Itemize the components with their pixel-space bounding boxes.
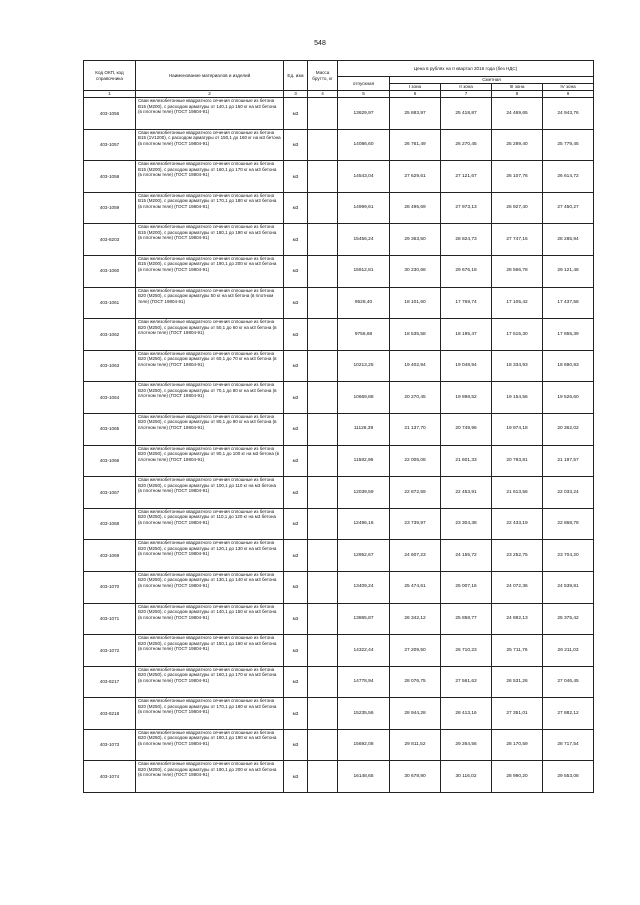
table-row [84,319,594,351]
row-unit: м3 [284,255,308,287]
row-zone-2-price: 22 453,91 [441,477,492,509]
table-row [84,382,594,414]
row-unit: м3 [284,192,308,224]
table-row [84,635,594,667]
row-zone-2-price: 18 195,47 [441,319,492,351]
row-zone-3-price: 25 289,40 [492,129,543,161]
table-row [84,603,594,635]
row-mass [308,666,338,698]
row-name: Сваи железобетонные квадратного сечения сплошные из бетона В20 (М250), с расходом арматуры 50 кг на м3 бетона (в плотном теле) (ГОСТ 19804-91) [136,287,284,319]
row-zone-3-price: 26 107,76 [492,161,543,193]
row-unit: м3 [284,382,308,414]
table-row [84,761,594,793]
row-unit: м3 [284,477,308,509]
row-zone-1-price: 28 495,69 [390,192,441,224]
row-zone-3-price: 17 515,30 [492,319,543,351]
row-name: Сваи железобетонные квадратного сечения сплошные из бетона В20 (М250), с расходом арматуры от 160,1 до 170 кг на м3 бетона (в плотном теле) (ГОСТ 19804-91) [136,666,284,698]
row-zone-1-price: 29 811,52 [390,729,441,761]
row-zone-2-price: 19 048,94 [441,350,492,382]
row-zone-2-price: 28 824,73 [441,224,492,256]
row-zone-2-price: 25 858,77 [441,603,492,635]
row-mass [308,413,338,445]
row-zone-2-price: 27 121,67 [441,161,492,193]
row-mass [308,382,338,414]
row-mass [308,477,338,509]
row-zone-4-price: 21 197,57 [543,445,594,477]
row-name: Сваи железобетонные квадратного сечения сплошные из бетона В15 (1V1200), с расходом арматуры от 150,1 до 160 кг на м3 бетона (в плотном теле) (ГОСТ 19804-91) [136,129,284,161]
row-zone-3-price: 21 613,56 [492,477,543,509]
row-zone-2-price: 27 561,63 [441,666,492,698]
column-number: 2 [136,91,284,98]
row-code: 403-1072 [84,635,136,667]
row-zone-2-price: 17 769,74 [441,287,492,319]
row-mass [308,508,338,540]
row-zone-3-price: 24 892,13 [492,603,543,635]
row-unit: м3 [284,603,308,635]
row-zone-1-price: 28 076,75 [390,666,441,698]
row-release-price: 16148,65 [338,761,390,793]
row-code: 403-1061 [84,287,136,319]
row-name: Сваи железобетонные квадратного сечения сплошные из бетона В20 (М250), с расходом арматуры от 170,1 до 180 кг на м3 бетона (в плотном теле) (ГОСТ 19804-91) [136,698,284,730]
row-release-price: 15692,08 [338,729,390,761]
row-code: 403-8203 [84,224,136,256]
row-code: 403-1066 [84,445,136,477]
table-row [84,192,594,224]
row-unit: м3 [284,129,308,161]
row-zone-3-price: 24 072,36 [492,571,543,603]
row-zone-1-price: 28 944,28 [390,698,441,730]
table-row [84,255,594,287]
row-mass [308,761,338,793]
row-zone-2-price: 26 710,23 [441,635,492,667]
header-zone-3: III зона [492,84,543,91]
row-zone-4-price: 20 362,02 [543,413,594,445]
column-number: 1 [84,91,136,98]
header-unit: Ед. изм [284,61,308,91]
row-zone-4-price: 24 539,81 [543,571,594,603]
row-code: 403-1063 [84,350,136,382]
row-zone-1-price: 18 101,60 [390,287,441,319]
row-mass [308,635,338,667]
row-code: 403-1071 [84,603,136,635]
row-code: 403-1065 [84,413,136,445]
row-release-price: 11582,96 [338,445,390,477]
row-unit: м3 [284,666,308,698]
row-mass [308,350,338,382]
row-name: Сваи железобетонные квадратного сечения сплошные из бетона В20 (М250), с расходом арматуры от 80,1 до 90 кг на м3 бетона (в плотном теле) (ГОСТ 19804-91) [136,413,284,445]
row-release-price: 13409,24 [338,571,390,603]
row-zone-4-price: 27 046,45 [543,666,594,698]
header-name: Наименование материалов и изделий [136,61,284,91]
row-unit: м3 [284,319,308,351]
row-release-price: 12496,16 [338,508,390,540]
row-zone-4-price: 29 553,08 [543,761,594,793]
row-zone-4-price: 25 779,45 [543,129,594,161]
row-mass [308,161,338,193]
row-zone-1-price: 26 761,49 [390,129,441,161]
row-zone-3-price: 25 711,76 [492,635,543,667]
row-zone-2-price: 24 155,72 [441,540,492,572]
row-code: 403-1067 [84,477,136,509]
row-mass [308,603,338,635]
row-release-price: 15456,24 [338,224,390,256]
row-name: Сваи железобетонные квадратного сечения сплошные из бетона В20 (М250), с расходом арматуры от 60,1 до 70 кг на м3 бетона (в плотном теле) (ГОСТ 19804-91) [136,350,284,382]
row-code: 403-1060 [84,255,136,287]
row-zone-4-price: 17 437,58 [543,287,594,319]
row-zone-4-price: 27 450,27 [543,192,594,224]
row-code: 403-1070 [84,571,136,603]
row-zone-2-price: 28 413,16 [441,698,492,730]
row-zone-3-price: 28 990,20 [492,761,543,793]
column-number: 3 [284,91,308,98]
row-zone-3-price: 20 793,81 [492,445,543,477]
row-zone-2-price: 21 601,33 [441,445,492,477]
row-code: 403-1068 [84,508,136,540]
row-unit: м3 [284,761,308,793]
row-zone-4-price: 24 943,76 [543,98,594,130]
row-zone-1-price: 22 872,59 [390,477,441,509]
row-zone-4-price: 22 033,24 [543,477,594,509]
row-release-price: 13629,97 [338,98,390,130]
row-zone-1-price: 27 629,61 [390,161,441,193]
row-zone-2-price: 29 676,18 [441,255,492,287]
row-zone-1-price: 25 883,97 [390,98,441,130]
column-number: 4 [308,91,338,98]
row-unit: м3 [284,698,308,730]
row-zone-1-price: 21 137,70 [390,413,441,445]
row-code: 403-1069 [84,540,136,572]
row-zone-4-price: 28 285,94 [543,224,594,256]
row-release-price: 12952,67 [338,540,390,572]
row-zone-2-price: 23 304,38 [441,508,492,540]
header-release: отпускная [338,77,390,91]
row-unit: м3 [284,224,308,256]
row-zone-3-price: 26 927,40 [492,192,543,224]
column-number: 6 [390,91,441,98]
row-code: 403-1064 [84,382,136,414]
row-unit: м3 [284,287,308,319]
row-zone-1-price: 26 342,12 [390,603,441,635]
row-name: Сваи железобетонные квадратного сечения сплошные из бетона В20 (М250), с расходом арматуры от 70,1 до 80 кг на м3 бетона (в плотном теле) (ГОСТ 19804-91) [136,382,284,414]
row-release-price: 15912,81 [338,255,390,287]
column-number: 5 [338,91,390,98]
row-code: 403-1059 [84,192,136,224]
row-code: 403-8218 [84,698,136,730]
row-zone-2-price: 19 898,52 [441,382,492,414]
table-row [84,98,594,130]
row-name: Сваи железобетонные квадратного сечения сплошные из бетона В20 (М250), с расходом арматуры от 120,1 до 130 кг на м3 бетона (в плотном теле) (ГОСТ 19804-91) [136,540,284,572]
row-zone-3-price: 27 747,16 [492,224,543,256]
row-unit: м3 [284,635,308,667]
row-unit: м3 [284,571,308,603]
row-release-price: 13865,87 [338,603,390,635]
row-zone-4-price: 19 526,60 [543,382,594,414]
row-zone-1-price: 24 607,23 [390,540,441,572]
row-release-price: 9756,68 [338,319,390,351]
row-zone-4-price: 26 614,72 [543,161,594,193]
row-release-price: 11126,39 [338,413,390,445]
row-name: Сваи железобетонные квадратного сечения сплошные из бетона В20 (М250), с расходом арматуры от 140,1 до 150 кг на м3 бетона (в плотном теле) (ГОСТ 19804-91) [136,603,284,635]
row-release-price: 14086,60 [338,129,390,161]
row-name: Сваи железобетонные квадратного сечения сплошные из бетона В15 (М200), с расходом арматуры от 170,1 до 180 кг на м3 бетона (в плотном теле) (ГОСТ 19804-91) [136,192,284,224]
table-row [84,729,594,761]
table-row [84,445,594,477]
column-number: 9 [543,91,594,98]
row-zone-2-price: 26 270,45 [441,129,492,161]
row-unit: м3 [284,729,308,761]
row-unit: м3 [284,413,308,445]
table-row [84,224,594,256]
row-zone-4-price: 29 121,48 [543,255,594,287]
row-zone-2-price: 29 264,56 [441,729,492,761]
row-mass [308,729,338,761]
row-zone-4-price: 22 868,78 [543,508,594,540]
row-name: Сваи железобетонные квадратного сечения сплошные из бетона В20 (М250), с расходом арматуры от 110,1 до 120 кг на м3 бетона (в плотном теле) (ГОСТ 19804-91) [136,508,284,540]
header-zone-1: I зона [390,84,441,91]
price-table [83,60,594,793]
header-code: Код ОКП, код справочника [84,61,136,91]
table-row [84,129,594,161]
column-number: 7 [441,91,492,98]
row-name: Сваи железобетонные квадратного сечения сплошные из бетона В20 (М250), с расходом арматуры от 190,1 до 200 кг на м3 бетона (в плотном теле) (ГОСТ 19804-91) [136,761,284,793]
row-zone-1-price: 20 270,45 [390,382,441,414]
row-unit: м3 [284,161,308,193]
row-unit: м3 [284,98,308,130]
row-zone-1-price: 27 209,50 [390,635,441,667]
row-code: 403-1056 [84,98,136,130]
row-name: Сваи железобетонные квадратного сечения сплошные из бетона В15 (М200), с расходом арматуры от 160,1 до 170 кг на м3 бетона (в плотном теле) (ГОСТ 19804-91) [136,161,284,193]
row-mass [308,319,338,351]
row-code: 403-1062 [84,319,136,351]
row-mass [308,540,338,572]
row-unit: м3 [284,350,308,382]
row-mass [308,224,338,256]
row-zone-4-price: 27 882,12 [543,698,594,730]
row-name: Сваи железобетонные квадратного сечения сплошные из бетона В15 (М200), с расходом арматуры от 190,1 до 200 кг на м3 бетона (в плотном теле) (ГОСТ 19804-91) [136,255,284,287]
row-release-price: 14322,44 [338,635,390,667]
row-name: Сваи железобетонные квадратного сечения сплошные из бетона В15 (М200), с расходом арматуры от 180,1 до 190 кг на м3 бетона (в плотном теле) (ГОСТ 19804-91) [136,224,284,256]
header-estimate: Сметная [390,77,594,84]
row-mass [308,287,338,319]
row-zone-3-price: 27 351,01 [492,698,543,730]
row-zone-3-price: 19 154,56 [492,382,543,414]
row-zone-2-price: 27 973,13 [441,192,492,224]
row-zone-3-price: 23 252,75 [492,540,543,572]
row-release-price: 9528,40 [338,287,390,319]
row-release-price: 14778,94 [338,666,390,698]
row-zone-2-price: 20 749,96 [441,413,492,445]
table-row [84,413,594,445]
row-zone-1-price: 29 363,50 [390,224,441,256]
row-zone-4-price: 28 717,54 [543,729,594,761]
table-row [84,698,594,730]
table-row [84,571,594,603]
row-name: Сваи железобетонные квадратного сечения сплошные из бетона В20 (М250), с расходом арматуры от 90,1 до 100 кг на м3 бетона (в плотном теле) (ГОСТ 19804-91) [136,445,284,477]
table-row [84,161,594,193]
row-unit: м3 [284,445,308,477]
row-name: Сваи железобетонные квадратного сечения сплошные из бетона В20 (М250), с расходом арматуры от 150,1 до 160 кг на м3 бетона (в плотном теле) (ГОСТ 19804-91) [136,635,284,667]
row-zone-2-price: 25 418,87 [441,98,492,130]
row-zone-3-price: 17 105,42 [492,287,543,319]
row-zone-1-price: 22 005,08 [390,445,441,477]
row-zone-1-price: 18 535,58 [390,319,441,351]
row-name: Сваи железобетонные квадратного сечения сплошные из бетона В20 (М250), с расходом арматуры от 100,1 до 110 кг на м3 бетона (в плотном теле) (ГОСТ 19804-91) [136,477,284,509]
row-zone-1-price: 23 739,97 [390,508,441,540]
table-row [84,477,594,509]
row-zone-2-price: 30 116,02 [441,761,492,793]
row-mass [308,98,338,130]
row-zone-1-price: 19 402,94 [390,350,441,382]
row-zone-4-price: 25 375,42 [543,603,594,635]
table-row [84,350,594,382]
row-zone-1-price: 30 230,68 [390,255,441,287]
page-number: 548 [314,40,326,47]
header-zone-4: IV зона [543,84,594,91]
row-zone-2-price: 25 007,16 [441,571,492,603]
table-row [84,540,594,572]
row-mass [308,698,338,730]
row-code: 403-1073 [84,729,136,761]
row-zone-3-price: 22 433,19 [492,508,543,540]
row-name: Сваи железобетонные квадратного сечения сплошные из бетона В15 (М200), с расходом арматуры от 140,1 до 150 кг на м3 бетона (в плотном теле) (ГОСТ 19804-91) [136,98,284,130]
table-row [84,287,594,319]
table-row [84,666,594,698]
row-zone-4-price: 26 211,03 [543,635,594,667]
row-zone-3-price: 26 531,26 [492,666,543,698]
row-mass [308,445,338,477]
row-zone-4-price: 17 855,39 [543,319,594,351]
row-mass [308,129,338,161]
row-zone-4-price: 23 704,20 [543,540,594,572]
row-code: 403-8217 [84,666,136,698]
row-unit: м3 [284,540,308,572]
row-release-price: 12039,59 [338,477,390,509]
header-price-group: Цена в рублях на II квартал 2016 года (без НДС) [338,61,594,77]
table-body [84,98,594,793]
row-name: Сваи железобетонные квадратного сечения сплошные из бетона В20 (М250), с расходом арматуры от 50,1 до 60 кг на м3 бетона (в плотном теле) (ГОСТ 19804-91) [136,319,284,351]
row-zone-3-price: 18 334,93 [492,350,543,382]
row-name: Сваи железобетонные квадратного сечения сплошные из бетона В20 (М250), с расходом арматуры от 130,1 до 140 кг на м3 бетона (в плотном теле) (ГОСТ 19804-91) [136,571,284,603]
row-code: 403-1057 [84,129,136,161]
row-code: 403-1074 [84,761,136,793]
row-zone-3-price: 28 170,59 [492,729,543,761]
column-number: 8 [492,91,543,98]
row-name: Сваи железобетонные квадратного сечения сплошные из бетона В20 (М250), с расходом арматуры от 180,1 до 190 кг на м3 бетона (в плотном теле) (ГОСТ 19804-91) [136,729,284,761]
row-mass [308,255,338,287]
header-mass: Масса брутто, кг [308,61,338,91]
row-zone-1-price: 30 678,90 [390,761,441,793]
row-mass [308,571,338,603]
row-release-price: 10669,88 [338,382,390,414]
header-zone-2: II зона [441,84,492,91]
table-row [84,508,594,540]
row-release-price: 14999,61 [338,192,390,224]
row-zone-3-price: 19 974,18 [492,413,543,445]
row-zone-4-price: 18 690,93 [543,350,594,382]
row-zone-3-price: 28 566,78 [492,255,543,287]
row-unit: м3 [284,508,308,540]
row-code: 403-1058 [84,161,136,193]
row-zone-3-price: 24 469,65 [492,98,543,130]
row-release-price: 10213,25 [338,350,390,382]
row-zone-1-price: 25 474,61 [390,571,441,603]
column-numbers-row [84,91,594,98]
row-release-price: 15235,56 [338,698,390,730]
row-mass [308,192,338,224]
row-release-price: 14543,04 [338,161,390,193]
